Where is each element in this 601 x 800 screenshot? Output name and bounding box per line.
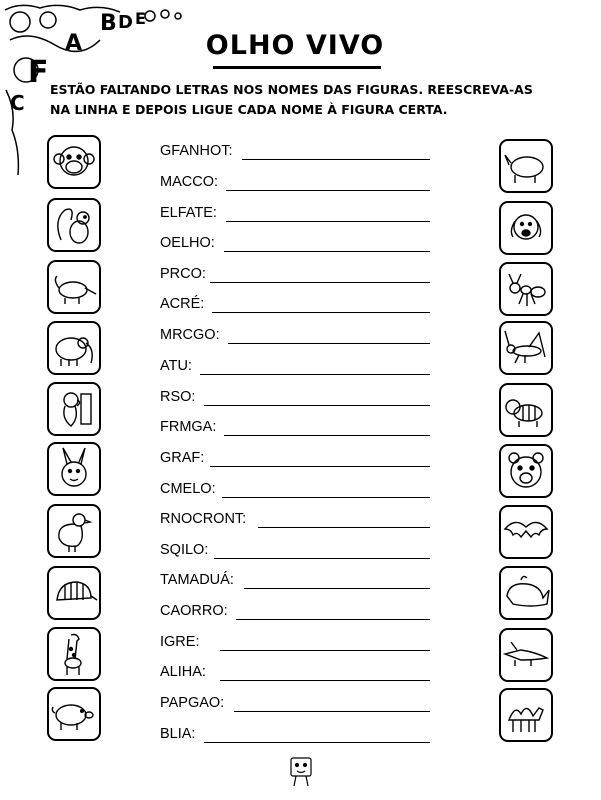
word-line[interactable] — [160, 541, 430, 561]
instructions-line: NA LINHA E DEPOIS LIGUE CADA NOME À FIGURA CERTA. — [50, 102, 448, 117]
word-line[interactable] — [160, 173, 430, 193]
word-line[interactable] — [160, 142, 430, 162]
word-label: CMELO: — [160, 481, 216, 497]
answer-line[interactable] — [212, 312, 430, 313]
deco-letter-b: B — [100, 11, 117, 36]
picture-parrot[interactable] — [47, 382, 101, 436]
title-underline — [213, 66, 381, 69]
word-label: OELHO: — [160, 235, 215, 251]
answer-line[interactable] — [220, 680, 430, 681]
picture-rabbit[interactable] — [47, 442, 101, 496]
answer-line[interactable] — [244, 588, 430, 589]
rabbit-icon — [49, 444, 99, 494]
hen-icon — [49, 506, 99, 556]
deco-letter-a: A — [65, 31, 83, 56]
squirrel-icon — [49, 200, 99, 250]
word-label: MACCO: — [160, 174, 218, 190]
picture-hen[interactable] — [47, 504, 101, 558]
deco-letter-c: C — [10, 91, 25, 115]
answer-line[interactable] — [224, 435, 430, 436]
pig-icon — [49, 689, 99, 739]
answer-line[interactable] — [242, 159, 430, 160]
word-line[interactable] — [160, 326, 430, 346]
word-line[interactable] — [160, 633, 430, 653]
picture-elephant[interactable] — [47, 321, 101, 375]
word-label: RNOCRONT: — [160, 511, 247, 527]
instructions — [50, 80, 570, 120]
picture-alligator[interactable] — [499, 628, 553, 682]
picture-rhinoceros[interactable] — [499, 139, 553, 193]
word-line[interactable] — [160, 694, 430, 714]
ant-icon — [501, 264, 551, 314]
answer-line[interactable] — [222, 497, 430, 498]
answer-line[interactable] — [228, 343, 430, 344]
tiger-icon — [501, 385, 551, 435]
parrot-icon — [49, 384, 99, 434]
word-line[interactable] — [160, 204, 430, 224]
whale-icon — [501, 568, 551, 618]
picture-bear[interactable] — [499, 444, 553, 498]
rhinoceros-icon — [501, 141, 551, 191]
answer-line[interactable] — [236, 619, 430, 620]
instructions-line: ESTÃO FALTANDO LETRAS NOS NOMES DAS FIGURAS. REESCREVA-AS — [50, 82, 533, 97]
picture-grasshopper[interactable] — [499, 321, 553, 375]
picture-anteater[interactable] — [47, 260, 101, 314]
monkey-icon — [49, 137, 99, 187]
word-line[interactable] — [160, 571, 430, 591]
answer-line[interactable] — [204, 405, 430, 406]
answer-line[interactable] — [258, 527, 430, 528]
word-label: ALIHA: — [160, 664, 206, 680]
word-label: PAPGAO: — [160, 695, 225, 711]
giraffe-icon — [49, 629, 99, 679]
armadillo-icon — [49, 568, 99, 618]
word-line[interactable] — [160, 418, 430, 438]
word-label: GRAF: — [160, 450, 205, 466]
word-label: CAORRO: — [160, 603, 228, 619]
word-label: TAMADUÁ: — [160, 572, 234, 588]
answer-line[interactable] — [210, 466, 430, 467]
picture-giraffe[interactable] — [47, 627, 101, 681]
page-title: OLHO VIVO — [205, 30, 385, 61]
picture-monkey[interactable] — [47, 135, 101, 189]
bear-icon — [501, 446, 551, 496]
word-line[interactable] — [160, 357, 430, 377]
picture-pig[interactable] — [47, 687, 101, 741]
answer-line[interactable] — [234, 711, 430, 712]
word-line[interactable] — [160, 234, 430, 254]
answer-line[interactable] — [214, 558, 430, 559]
picture-dog[interactable] — [499, 201, 553, 255]
answer-line[interactable] — [200, 374, 430, 375]
word-label: BLIA: — [160, 726, 196, 742]
camel-icon — [501, 690, 551, 740]
mascot-icon — [286, 752, 316, 788]
word-line[interactable] — [160, 388, 430, 408]
answer-line[interactable] — [226, 221, 430, 222]
deco-letter-f: F — [28, 55, 49, 90]
word-label: FRMGA: — [160, 419, 217, 435]
word-label: ATU: — [160, 358, 192, 374]
word-label: RSO: — [160, 389, 196, 405]
answer-line[interactable] — [226, 190, 430, 191]
word-label: IGRE: — [160, 634, 200, 650]
bat-icon — [501, 507, 551, 557]
deco-letter-d: D — [118, 12, 133, 33]
word-label: GFANHOT: — [160, 143, 233, 159]
word-label: SQILO: — [160, 542, 209, 558]
dog-icon — [501, 203, 551, 253]
word-label: MRCGO: — [160, 327, 220, 343]
word-label: PRCO: — [160, 266, 206, 282]
picture-armadillo[interactable] — [47, 566, 101, 620]
picture-ant[interactable] — [499, 262, 553, 316]
answer-line[interactable] — [220, 650, 430, 651]
anteater-icon — [49, 262, 99, 312]
word-line[interactable] — [160, 602, 430, 622]
grasshopper-icon — [501, 323, 551, 373]
word-line[interactable] — [160, 265, 430, 285]
word-label: ELFATE: — [160, 205, 217, 221]
picture-squirrel[interactable] — [47, 198, 101, 252]
picture-whale[interactable] — [499, 566, 553, 620]
word-line[interactable] — [160, 480, 430, 500]
alligator-icon — [501, 630, 551, 680]
picture-camel[interactable] — [499, 688, 553, 742]
answer-line[interactable] — [210, 282, 430, 283]
word-line[interactable] — [160, 663, 430, 683]
word-label: ACRÉ: — [160, 296, 205, 312]
elephant-icon — [49, 323, 99, 373]
word-line[interactable] — [160, 295, 430, 315]
answer-line[interactable] — [204, 742, 430, 743]
word-line[interactable] — [160, 449, 430, 469]
deco-letter-e: E — [135, 9, 146, 28]
picture-tiger[interactable] — [499, 383, 553, 437]
word-line[interactable] — [160, 725, 430, 745]
picture-bat[interactable] — [499, 505, 553, 559]
answer-line[interactable] — [224, 251, 430, 252]
word-line[interactable] — [160, 510, 430, 530]
